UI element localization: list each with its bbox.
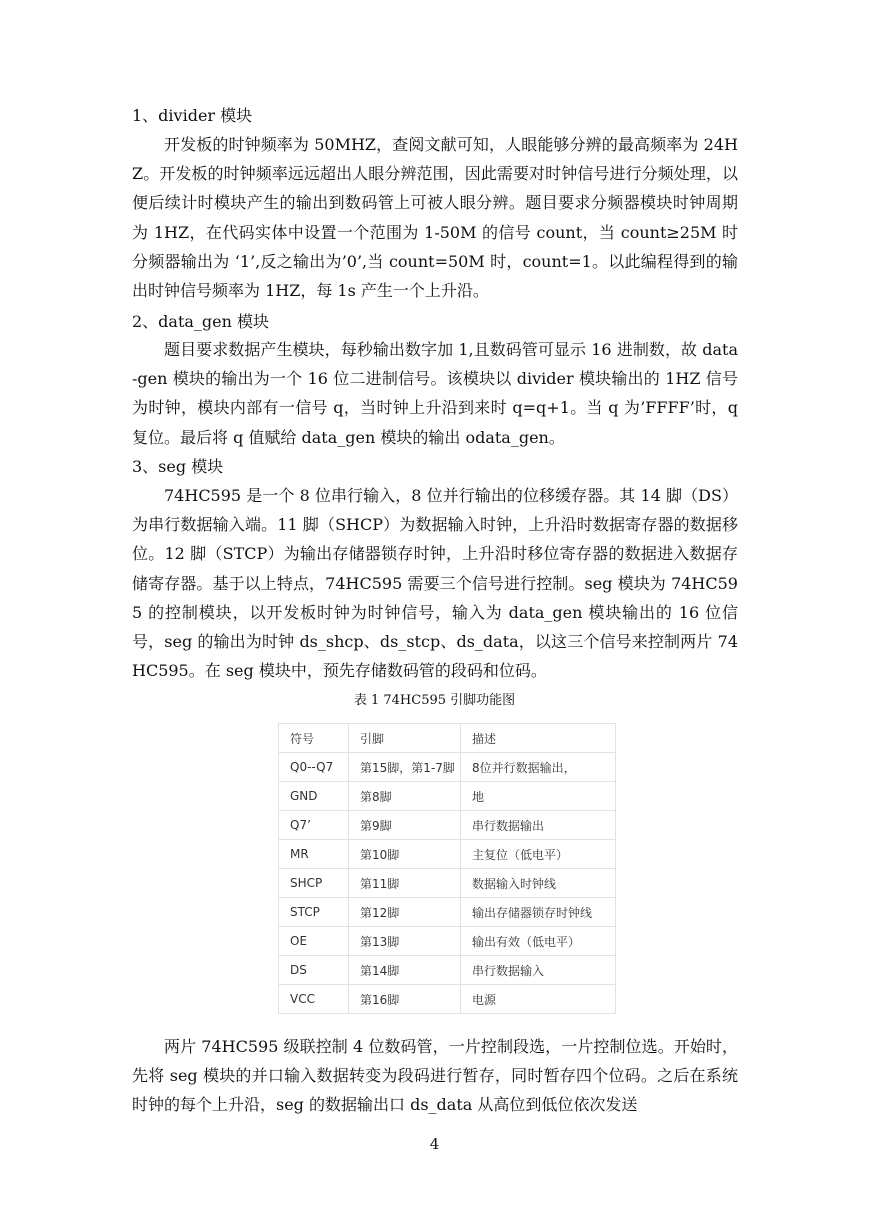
table-cell-symbol: VCC [279, 985, 349, 1014]
table-cell-pin: 第14脚 [349, 956, 461, 985]
table-cell-description: 主复位（低电平） [461, 840, 616, 869]
table-row [279, 985, 616, 1014]
table-cell-symbol: GND [279, 782, 349, 811]
table-cell-symbol: SHCP [279, 869, 349, 898]
table-row [279, 782, 616, 811]
table-cell-symbol: STCP [279, 898, 349, 927]
table-row [279, 898, 616, 927]
table-cell-pin: 第8脚 [349, 782, 461, 811]
table-row [279, 840, 616, 869]
table-cell-symbol: Q0--Q7 [279, 753, 349, 782]
pin-function-table [278, 723, 616, 1014]
table-cell-symbol: MR [279, 840, 349, 869]
section-heading-seg: 3、seg 模块 [132, 457, 224, 476]
table-cell-pin: 第12脚 [349, 898, 461, 927]
table-cell-description: 地 [461, 782, 616, 811]
table-row [279, 927, 616, 956]
table-cell-pin: 第11脚 [349, 869, 461, 898]
table-cell-description: 串行数据输出 [461, 811, 616, 840]
paragraph-data-gen: 题目要求数据产生模块，每秒输出数字加 1,且数码管可显示 16 进制数，故 data-gen 模块的输出为一个 16 位二进制信号。该模块以 divider 模块输出的 1HZ 信号为时钟，模块内部有一信号 q，当时钟上升沿到来时 q=q+1。当 q 为’FFFF’时，q 复位。最后将 q 值赋给 data_gen 模块的输出 odata_gen。 [132, 340, 738, 447]
section-heading-divider: 1、divider 模块 [132, 106, 253, 125]
paragraph-divider: 开发板的时钟频率为 50MHZ，查阅文献可知，人眼能够分辨的最高频率为 24HZ。开发板的时钟频率远远超出人眼分辨范围，因此需要对时钟信号进行分频处理，以便后续计时模块产生的输出到数码管上可被人眼分辨。题目要求分频器模块时钟周期为 1HZ，在代码实体中设置一个范围为 1-50M 的信号 count，当 count≥25M 时分频器输出为 ‘1’,反之输出为’0’,当 count=50M 时，count=1。以此编程得到的输出时钟信号频率为 1HZ，每 1s 产生一个上升沿。 [132, 135, 738, 301]
table-cell-pin: 第13脚 [349, 927, 461, 956]
table-cell-description: 输出有效（低电平） [461, 927, 616, 956]
table-row [279, 956, 616, 985]
closing-paragraph: 两片 74HC595 级联控制 4 位数码管，一片控制段选，一片控制位选。开始时，先将 seg 模块的并口输入数据转变为段码进行暂存，同时暂存四个位码。之后在系统时钟的每个上升沿，seg 的数据输出口 ds_data 从高位到低位依次发送 [132, 1037, 738, 1115]
table-cell-pin: 第15脚，第1-7脚 [349, 753, 461, 782]
table-header-description: 描述 [461, 724, 616, 753]
section-heading-data-gen: 2、data_gen 模块 [132, 312, 270, 331]
table-cell-pin: 第16脚 [349, 985, 461, 1014]
table-cell-description: 电源 [461, 985, 616, 1014]
table-row [279, 753, 616, 782]
table-header-pin: 引脚 [349, 724, 461, 753]
table-cell-description: 输出存储器锁存时钟线 [461, 898, 616, 927]
table-cell-symbol: OE [279, 927, 349, 956]
table-cell-description: 8位并行数据输出， [461, 753, 616, 782]
table-row [279, 811, 616, 840]
table-row [279, 869, 616, 898]
table-header-symbol: 符号 [279, 724, 349, 753]
paragraph-seg: 74HC595 是一个 8 位串行输入，8 位并行输出的位移缓存器。其 14 脚（DS）为串行数据输入端。11 脚（SHCP）为数据输入时钟，上升沿时数据寄存器的数据移位。12 脚（STCP）为输出存储器锁存时钟，上升沿时移位寄存器的数据进入数据存储寄存器。基于以上特点，74HC595 需要三个信号进行控制。seg 模块为 74HC595 的控制模块，以开发板时钟为时钟信号，输入为 data_gen 模块输出的 16 位信号，seg 的输出为时钟 ds_shcp、ds_stcp、ds_data，以这三个信号来控制两片 74HC595。在 seg 模块中，预先存储数码管的段码和位码。 [132, 486, 738, 681]
page-number: 4 [429, 1135, 440, 1153]
table-cell-description: 串行数据输入 [461, 956, 616, 985]
table-cell-pin: 第9脚 [349, 811, 461, 840]
table-caption: 表 1 74HC595 引脚功能图 [353, 693, 516, 708]
table-cell-description: 数据输入时钟线 [461, 869, 616, 898]
table-cell-pin: 第10脚 [349, 840, 461, 869]
table-header-row [279, 724, 616, 753]
table-cell-symbol: DS [279, 956, 349, 985]
table-cell-symbol: Q7’ [279, 811, 349, 840]
